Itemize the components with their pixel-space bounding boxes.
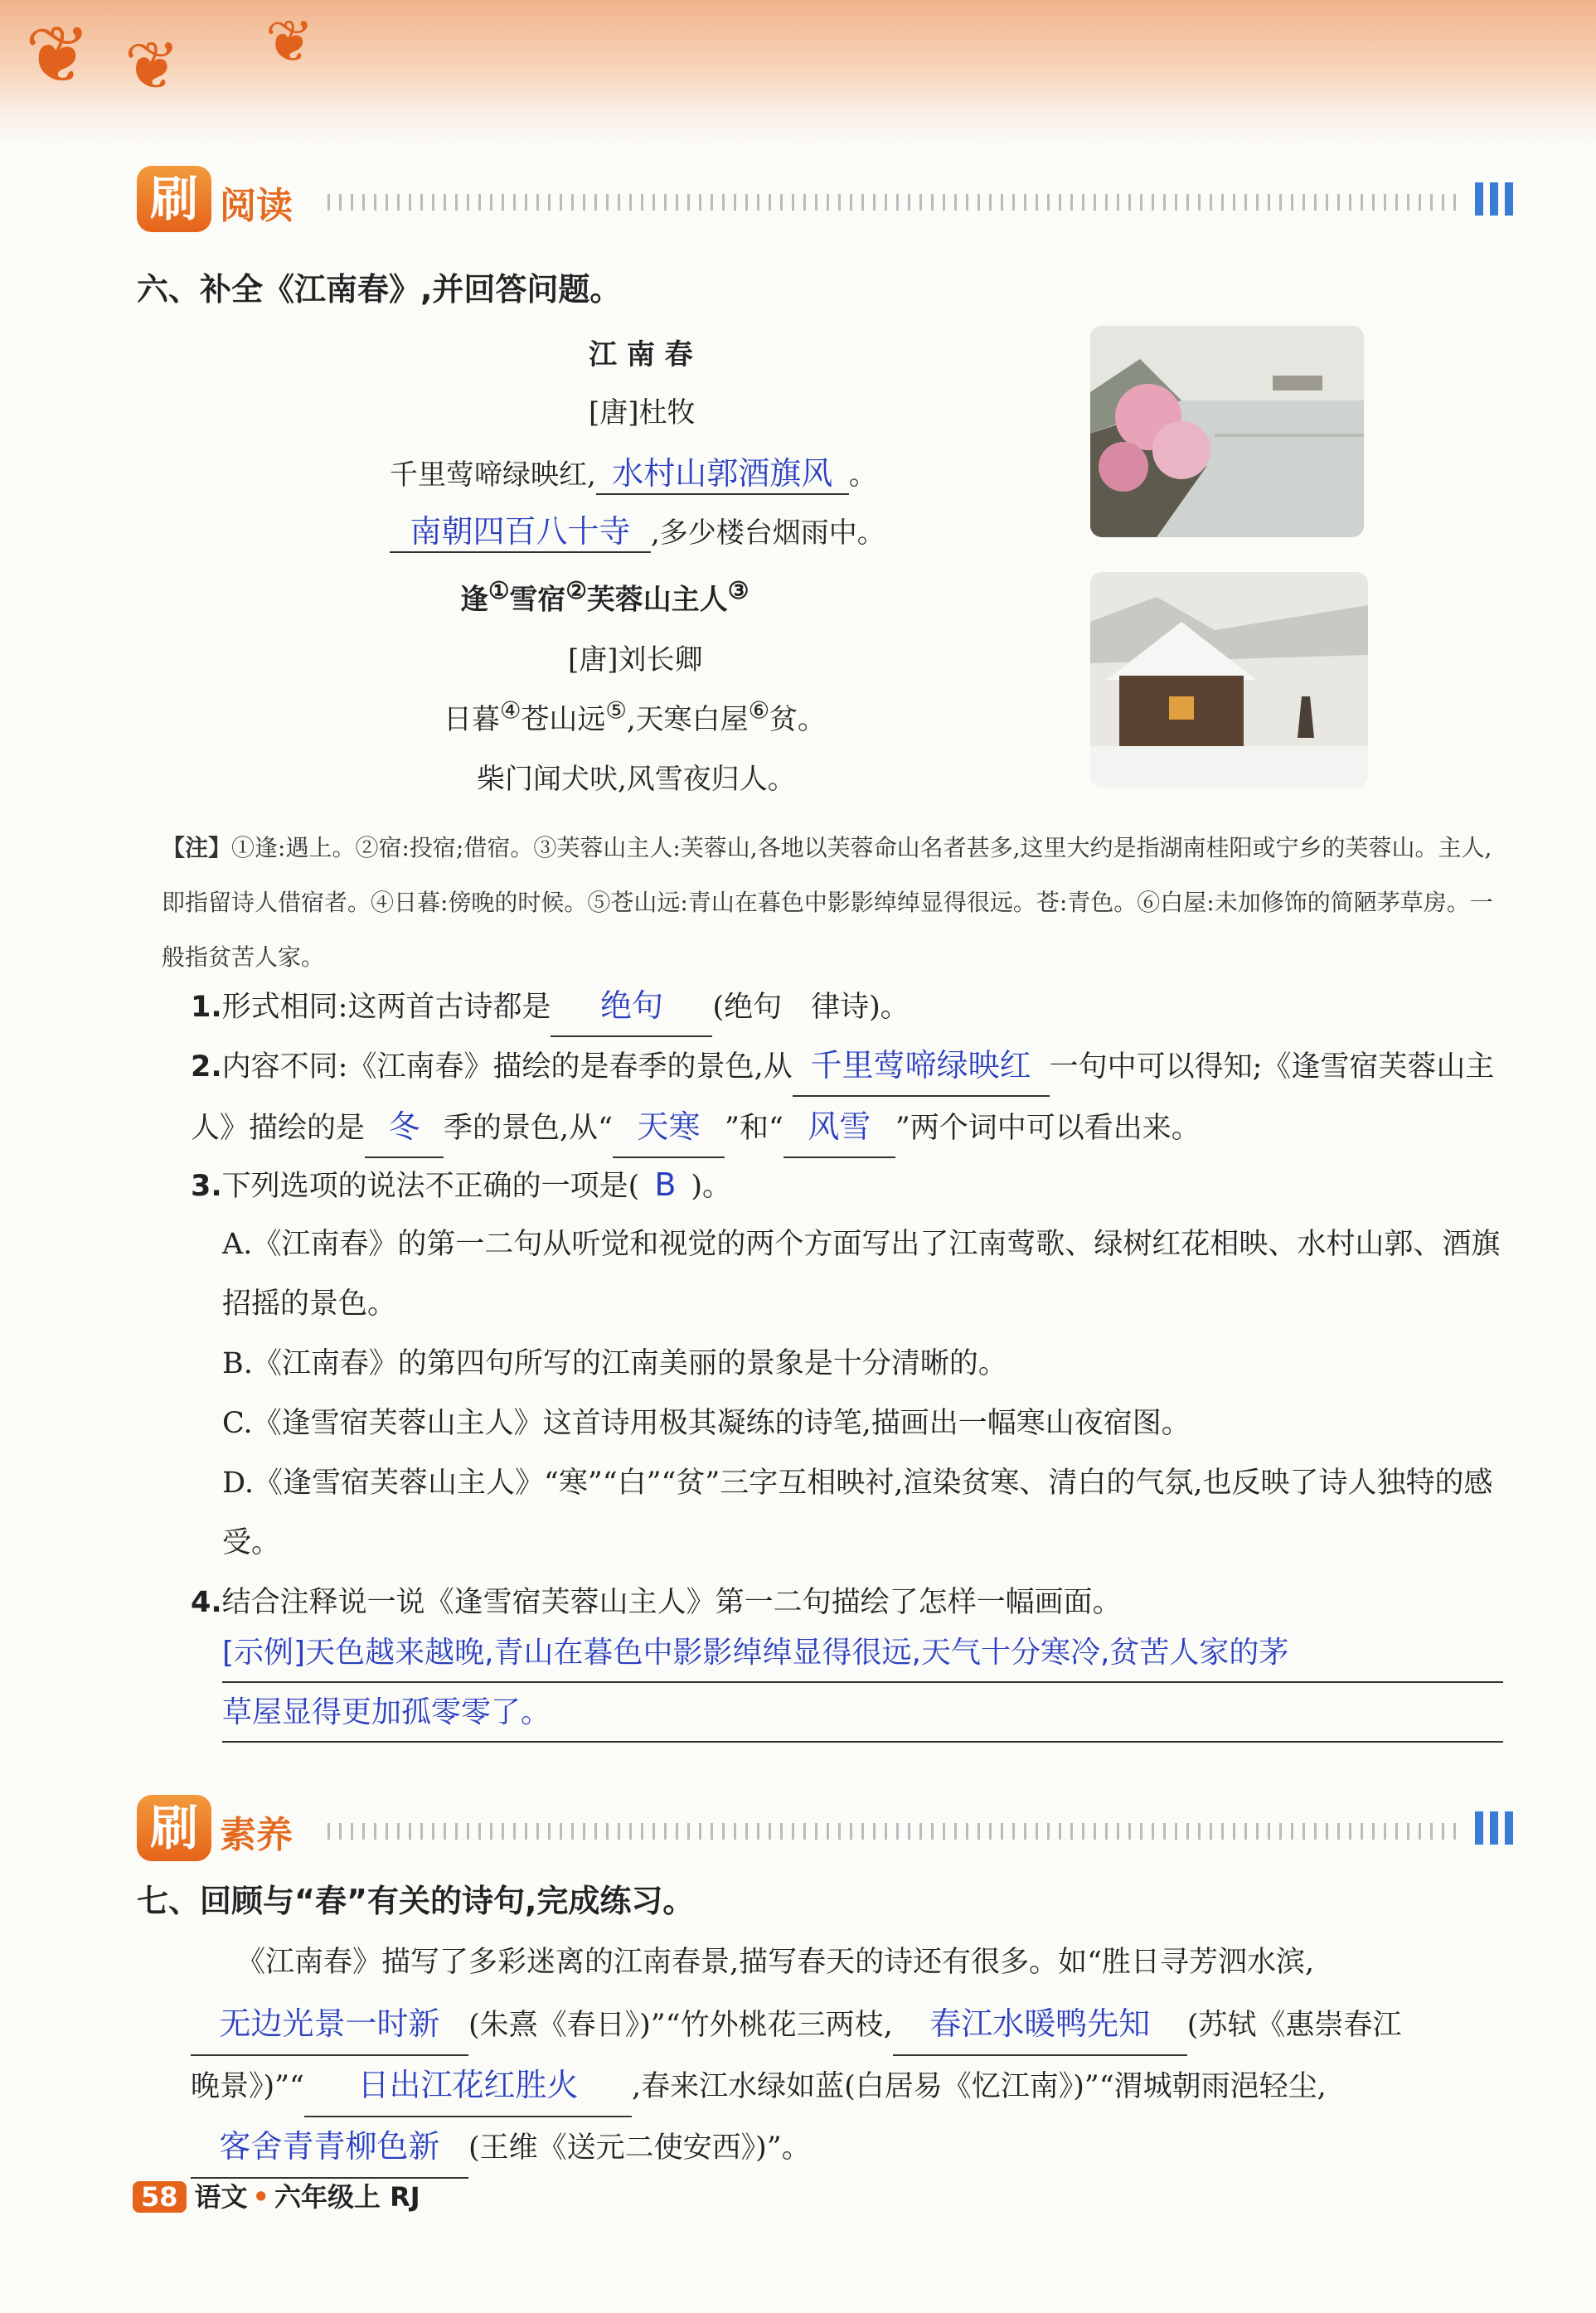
question-item-2 — [191, 1035, 1517, 1158]
note-label: 【注】 — [162, 834, 232, 861]
answer-blank: 水村山郭酒旗风 — [596, 448, 849, 495]
signal-bars-icon — [1475, 1811, 1513, 1845]
item-number: 4. — [191, 1586, 222, 1619]
poem1-author: [唐]杜牧 — [589, 396, 696, 429]
q7-line4 — [191, 2116, 1517, 2179]
poem2-title — [460, 576, 749, 617]
footnote-mark: ⑥ — [748, 696, 770, 725]
footnote-mark: ④ — [500, 696, 521, 725]
footnote-mark: ③ — [727, 576, 749, 604]
para-text: 晚景》)”“ — [191, 2070, 304, 2103]
answer-blank: 南朝四百八十寺 — [390, 506, 651, 553]
section-header-reading — [137, 166, 1513, 232]
maple-leaf-icon: ❦ — [25, 10, 91, 101]
maple-leaf-icon: ❦ — [265, 7, 314, 75]
poem-text: 日暮 — [444, 703, 500, 736]
answer-blank: 冬 — [365, 1097, 444, 1158]
answer-blank: 客舍青青柳色新 — [191, 2116, 468, 2179]
top-banner — [0, 0, 1596, 145]
answer-text: B — [654, 1166, 677, 1203]
item-text: 结合注释说一说《逢雪宿芙蓉山主人》第一二句描绘了怎样一幅画面。 — [221, 1586, 1122, 1619]
item-number: 2. — [191, 1050, 222, 1084]
poem1-line1 — [390, 448, 877, 495]
poem-text: 。 — [848, 458, 877, 492]
footnote-mark: ② — [565, 576, 587, 604]
question-item-3 — [191, 1155, 1517, 1216]
page-number: 58 — [133, 2181, 187, 2213]
answer-blank: 千里莺啼绿映红 — [793, 1035, 1050, 1097]
poem-text: 千里莺啼绿映红, — [390, 458, 596, 492]
poem-text: 逢 — [460, 583, 488, 617]
note-text: ①逢:遇上。②宿:投宿;借宿。③芙蓉山主人:芙蓉山,各地以芙蓉命山名者甚多,这里大约是指湖南桂阳或宁乡的芙蓉山。主人,即指留诗人借宿者。④日暮:傍晚的时候。⑤苍山远:青山在暮色中影影绰绰显得很远。苍:青色。⑥白屋:未加修饰的简陋茅草房。一般指贫苦人家。 — [162, 834, 1493, 971]
answer-line: 草屋显得更加孤零零了。 — [222, 1685, 1503, 1743]
separator-dot: • — [252, 2181, 269, 2213]
grade-label: 六年级上 RJ — [274, 2181, 420, 2213]
item-text: ”两个词中可以看出来。 — [895, 1112, 1201, 1145]
shua-badge: 刷 — [137, 166, 211, 232]
poem-text: ,多少楼台烟雨中。 — [651, 516, 885, 550]
item-text: 形式相同:这两首古诗都是 — [221, 991, 551, 1024]
poem2-line2: 柴门闻犬吠,风雪夜归人。 — [477, 763, 796, 796]
answer-blank: 风雪 — [783, 1097, 895, 1158]
para-text: (苏轼《惠崇春江 — [1186, 2009, 1402, 2042]
section-header-literacy — [137, 1795, 1513, 1861]
item-number: 3. — [191, 1170, 222, 1203]
item-text: 下列选项的说法不正确的一项是( — [221, 1170, 640, 1203]
option-d: D.《逢雪宿芙蓉山主人》“寒”“白”“贫”三字互相映衬,渲染贫寒、清白的气氛,也反映了诗人独特的感受。 — [222, 1467, 1493, 1559]
question-7-title: 七、回顾与“春”有关的诗句,完成练习。 — [137, 1883, 695, 1919]
subject-label: 语文 — [194, 2181, 248, 2213]
answer-blank: 日出江花红胜火 — [304, 2054, 632, 2117]
divider — [327, 194, 1463, 211]
para-text: (朱熹《春日》)”“竹外桃花三两枝, — [468, 2009, 893, 2042]
item-text: )。 — [691, 1170, 732, 1203]
snow-night-image — [1090, 572, 1368, 788]
poem-text: 贫。 — [769, 703, 827, 736]
question-6-title: 六、补全《江南春》,并回答问题。 — [137, 271, 622, 308]
item-text: (绝句 律诗)。 — [712, 991, 910, 1024]
item-number: 1. — [191, 991, 222, 1024]
question-item-4 — [191, 1573, 1517, 1632]
item-text: 内容不同:《江南春》描绘的是春季的景色,从 — [221, 1050, 793, 1084]
poem2-author: [唐]刘长卿 — [568, 643, 703, 676]
divider — [327, 1823, 1463, 1840]
answer-blank: 无边光景一时新 — [191, 1993, 468, 2056]
para-text: (王维《送元二使安西》)”。 — [468, 2131, 811, 2165]
footnote-mark: ⑤ — [605, 696, 627, 725]
maple-leaf-icon: ❦ — [124, 27, 181, 104]
para-text: 《江南春》描写了多彩迷离的江南春景,描写春天的诗还有很多。如“胜日寻芳泗水滨, — [236, 1946, 1315, 1979]
item-text: 季的景色,从“ — [444, 1112, 614, 1145]
q7-line3 — [191, 2054, 1517, 2117]
para-text: ,春来江水绿如蓝(白居易《忆江南》)”“渭城朝雨浥轻尘, — [631, 2070, 1327, 2103]
poem-text: ,天寒白屋 — [626, 703, 749, 736]
section-title: 阅读 — [220, 185, 293, 227]
q7-line1 — [236, 1932, 1517, 1993]
annotation-note — [162, 821, 1505, 985]
shua-badge: 刷 — [137, 1795, 211, 1861]
item-text: ”和“ — [725, 1112, 783, 1145]
poem2-line1 — [444, 696, 826, 737]
page-footer — [133, 2176, 420, 2214]
poem1-title: 江 南 春 — [589, 338, 693, 371]
poem-text: 苍山远 — [521, 703, 606, 736]
footnote-mark: ① — [488, 576, 510, 604]
q7-line2 — [191, 1993, 1517, 2056]
answer-blank: 春江水暖鸭先知 — [893, 1993, 1187, 2056]
signal-bars-icon — [1475, 182, 1513, 216]
item-text: 一句中可以得知;《逢雪宿芙蓉山主人》描绘的是 — [191, 1050, 1495, 1145]
option-b: B.《江南春》的第四句所写的江南美丽的景象是十分清晰的。 — [222, 1347, 1007, 1380]
option-a: A.《江南春》的第一二句从听觉和视觉的两个方面写出了江南莺歌、绿树红花相映、水村山郭、酒旗招摇的景色。 — [222, 1228, 1501, 1321]
answer-blank: 绝句 — [551, 976, 712, 1037]
answer-blank: 天寒 — [613, 1097, 725, 1158]
option-c: C.《逢雪宿芙蓉山主人》这首诗用极其凝练的诗笔,描画出一幅寒山夜宿图。 — [222, 1407, 1191, 1440]
answer-line: [示例]天色越来越晚,青山在暮色中影影绰绰显得很远,天气十分寒冷,贫苦人家的茅 — [222, 1625, 1503, 1683]
section-title: 素养 — [220, 1814, 293, 1856]
question-item-1 — [191, 976, 1517, 1037]
poem1-line2 — [390, 506, 885, 553]
poem-text: 雪宿 — [509, 583, 566, 617]
poem-text: 芙蓉山主人 — [586, 583, 728, 617]
spring-landscape-image — [1090, 326, 1364, 537]
